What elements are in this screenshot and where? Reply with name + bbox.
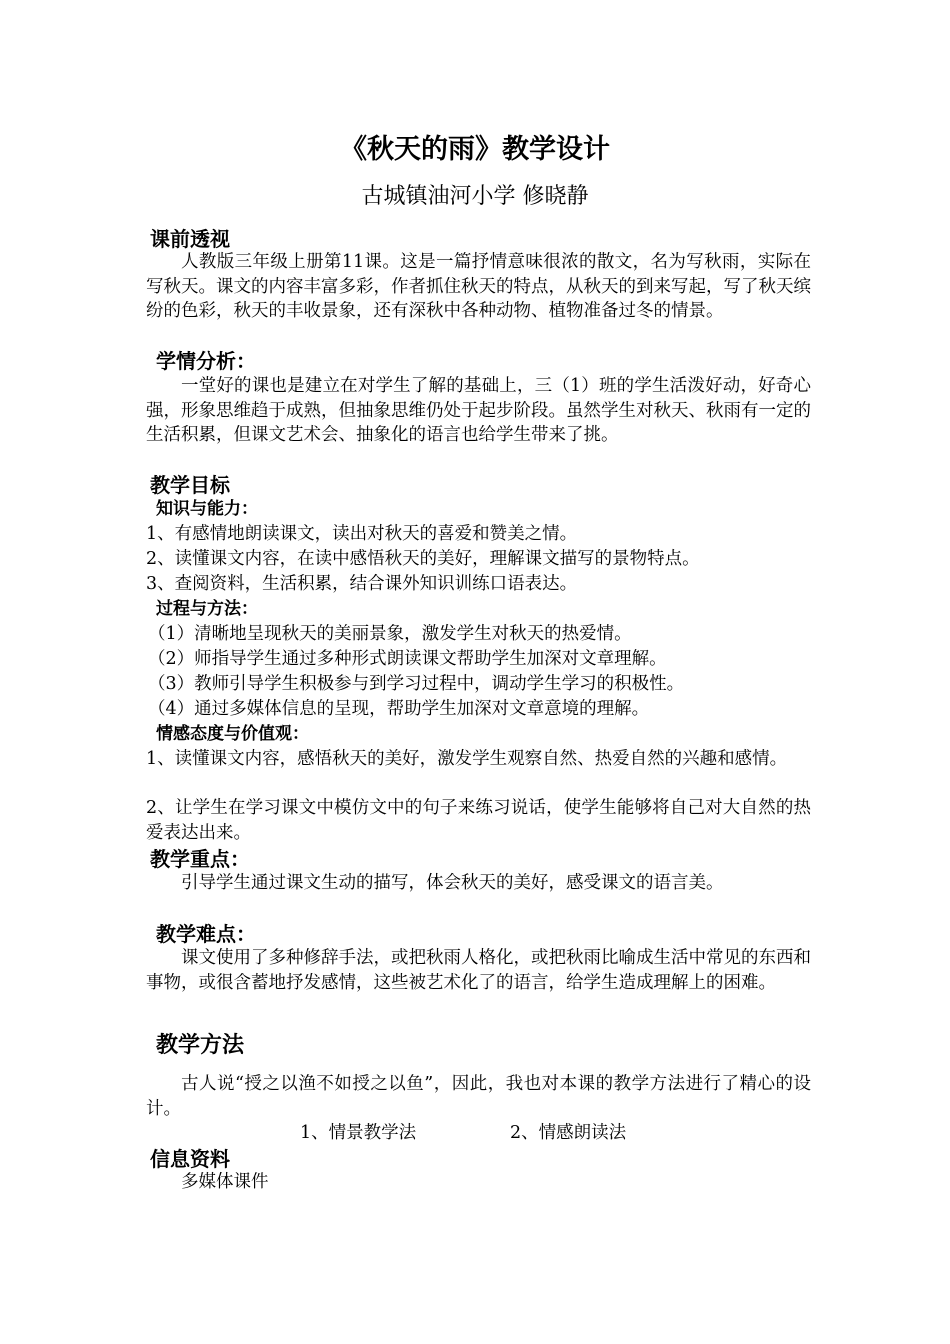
section-heading-learners: 学情分析： bbox=[156, 349, 256, 373]
section-heading-keypoint: 教学重点： bbox=[150, 847, 250, 871]
section-heading-preview: 课前透视 bbox=[150, 227, 230, 251]
preview-paragraph: 人教版三年级上册第11课。这是一篇抒情意味很浓的散文，名为写秋雨，实际在写秋天。课文的内容丰富多彩，作者抓住秋天的特点，从秋天的到来写起，写了秋天缤纷的色彩，秋天的丰收景象，还有深秋中各种动物、植物准备过冬的情景。 bbox=[146, 252, 811, 321]
process-item: （3）教师引导学生积极参与到学习过程中，调动学生学习的积极性。 bbox=[148, 674, 685, 694]
knowledge-item: 1、有感情地朗读课文，读出对秋天的喜爱和赞美之情。 bbox=[146, 524, 578, 544]
subheading-knowledge: 知识与能力： bbox=[156, 499, 258, 519]
section-heading-difficulty: 教学难点： bbox=[156, 922, 256, 946]
document-title: 《秋天的雨》教学设计 bbox=[340, 134, 610, 165]
learners-paragraph: 一堂好的课也是建立在对学生了解的基础上，三（1）班的学生活泼好动，好奇心强，形象思维趋于成熟，但抽象思维仍处于起步阶段。虽然学生对秋天、秋雨有一定的生活积累，但课文艺术会、抽象化的语言也给学生带来了挑。 bbox=[146, 376, 811, 445]
process-item: （2）师指导学生通过多种形式朗读课文帮助学生加深对文章理解。 bbox=[148, 649, 667, 669]
emotion-item: 2、让学生在学习课文中模仿文中的句子来练习说话，使学生能够将自己对大自然的热爱表达出来。 bbox=[146, 798, 811, 843]
difficulty-paragraph: 课文使用了多种修辞手法，或把秋雨人格化，或把秋雨比喻成生活中常见的东西和事物，或很含蓄地抒发感情，这些被艺术化了的语言，给学生造成理解上的困难。 bbox=[146, 948, 811, 993]
section-heading-resources: 信息资料 bbox=[150, 1147, 230, 1171]
method-item: 1、情景教学法 bbox=[300, 1123, 417, 1143]
knowledge-item: 2、读懂课文内容，在读中感悟秋天的美好，理解课文描写的景物特点。 bbox=[146, 549, 700, 569]
process-item: （4）通过多媒体信息的呈现，帮助学生加深对文章意境的理解。 bbox=[148, 699, 650, 719]
process-item: （1）清晰地呈现秋天的美丽景象，激发学生对秋天的热爱情。 bbox=[148, 624, 632, 644]
author-line: 古城镇油河小学 修晓静 bbox=[361, 184, 589, 209]
subheading-emotion: 情感态度与价值观： bbox=[156, 724, 309, 744]
section-heading-goals: 教学目标 bbox=[150, 473, 230, 497]
section-heading-methods: 教学方法 bbox=[156, 1032, 245, 1058]
emotion-item: 1、读懂课文内容，感悟秋天的美好，激发学生观察自然、热爱自然的兴趣和感情。 bbox=[146, 749, 788, 769]
methods-paragraph: 古人说“授之以渔不如授之以鱼”，因此，我也对本课的教学方法进行了精心的设计。 bbox=[146, 1074, 811, 1119]
subheading-process: 过程与方法： bbox=[156, 599, 258, 619]
method-item: 2、情感朗读法 bbox=[510, 1123, 627, 1143]
keypoint-paragraph: 引导学生通过课文生动的描写，体会秋天的美好，感受课文的语言美。 bbox=[181, 873, 724, 893]
knowledge-item: 3、查阅资料，生活积累，结合课外知识训练口语表达。 bbox=[146, 574, 578, 594]
resources-text: 多媒体课件 bbox=[181, 1172, 269, 1192]
